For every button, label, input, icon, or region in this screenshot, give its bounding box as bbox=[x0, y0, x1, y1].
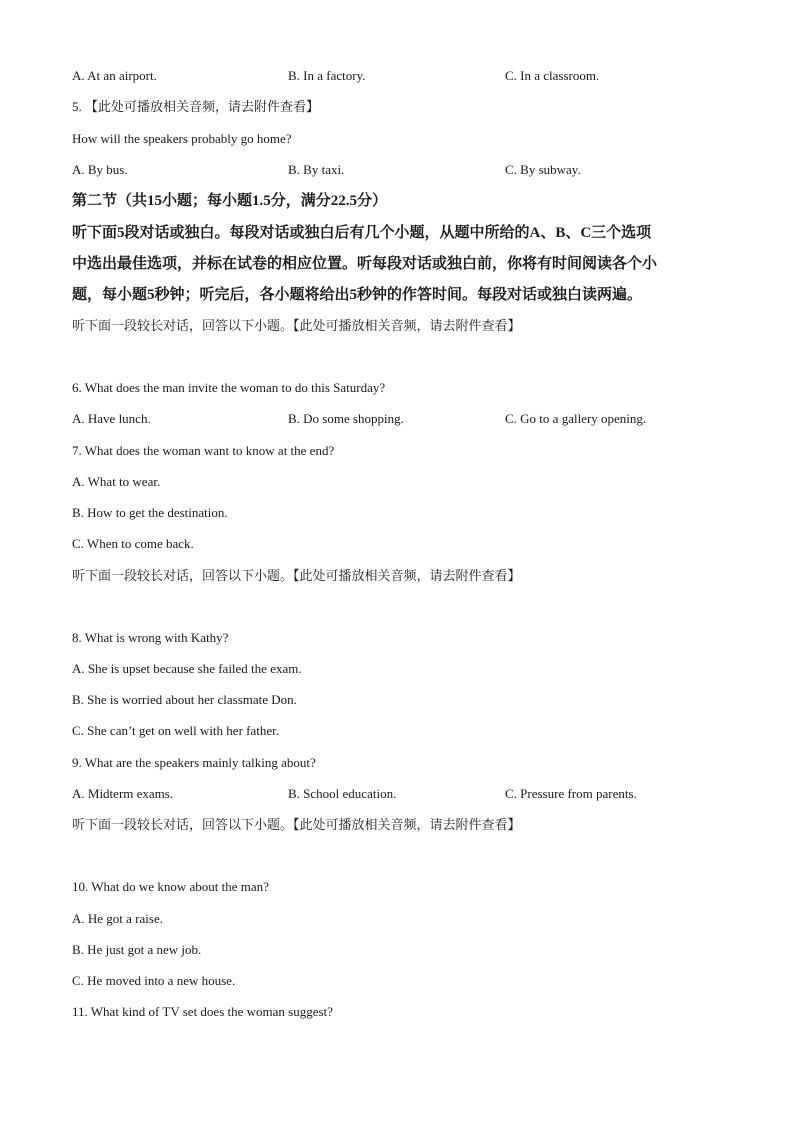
q8-option-c: C. She can’t get on well with her father. bbox=[72, 723, 279, 738]
q8-option-a: A. She is upset because she failed the exam. bbox=[72, 661, 302, 676]
q6-option-a: A. Have lunch. bbox=[72, 411, 151, 426]
q10-question: 10. What do we know about the man? bbox=[72, 879, 269, 894]
q9-option-c: C. Pressure from parents. bbox=[505, 786, 637, 801]
q8-option-b: B. She is worried about her classmate Don. bbox=[72, 692, 297, 707]
q9-question: 9. What are the speakers mainly talking about? bbox=[72, 755, 316, 770]
q6-option-b: B. Do some shopping. bbox=[288, 411, 404, 426]
section2-instructions-line-1: 听下面5段对话或独白。每段对话或独白后有几个小题，从题中所给的A、B、C三个选项 bbox=[72, 225, 652, 241]
dialogue-intro-3: 听下面一段较长对话，回答以下小题。【此处可播放相关音频，请去附件查看】 bbox=[72, 817, 521, 832]
q6-question: 6. What does the man invite the woman to do this Saturday? bbox=[72, 380, 386, 395]
section2-instructions-line-3: 题，每小题5秒钟；听完后，各小题将给出5秒钟的作答时间。每段对话或独白读两遍。 bbox=[72, 287, 643, 303]
q9-option-b: B. School education. bbox=[288, 786, 397, 801]
q5-option-a: A. By bus. bbox=[72, 162, 128, 177]
q8-question: 8. What is wrong with Kathy? bbox=[72, 630, 229, 645]
dialogue-intro-2: 听下面一段较长对话，回答以下小题。【此处可播放相关音频，请去附件查看】 bbox=[72, 568, 521, 583]
q7-option-c: C. When to come back. bbox=[72, 536, 194, 551]
q5-audio-note: 5. 【此处可播放相关音频，请去附件查看】 bbox=[72, 99, 320, 114]
q7-question: 7. What does the woman want to know at the end? bbox=[72, 443, 335, 458]
q4-option-c: C. In a classroom. bbox=[505, 68, 600, 83]
q5-option-c: C. By subway. bbox=[505, 162, 581, 177]
q5-question: How will the speakers probably go home? bbox=[72, 131, 292, 146]
q9-option-a: A. Midterm exams. bbox=[72, 786, 174, 801]
section2-instructions-line-2: 中选出最佳选项，并标在试卷的相应位置。听每段对话或独白前，你将有时间阅读各个小 bbox=[72, 256, 658, 272]
q6-option-c: C. Go to a gallery opening. bbox=[505, 411, 647, 426]
q7-option-b: B. How to get the destination. bbox=[72, 505, 228, 520]
q4-option-b: B. In a factory. bbox=[288, 68, 366, 83]
q5-option-b: B. By taxi. bbox=[288, 162, 345, 177]
q10-option-b: B. He just got a new job. bbox=[72, 942, 202, 957]
q10-option-a: A. He got a raise. bbox=[72, 911, 163, 926]
q10-option-c: C. He moved into a new house. bbox=[72, 973, 236, 988]
q11-question: 11. What kind of TV set does the woman suggest? bbox=[72, 1004, 333, 1019]
section2-title: 第二节（共15小题；每小题1.5分，满分22.5分） bbox=[72, 193, 388, 209]
dialogue-intro-1: 听下面一段较长对话，回答以下小题。【此处可播放相关音频，请去附件查看】 bbox=[72, 318, 521, 333]
q7-option-a: A. What to wear. bbox=[72, 474, 161, 489]
q4-option-a: A. At an airport. bbox=[72, 68, 157, 83]
